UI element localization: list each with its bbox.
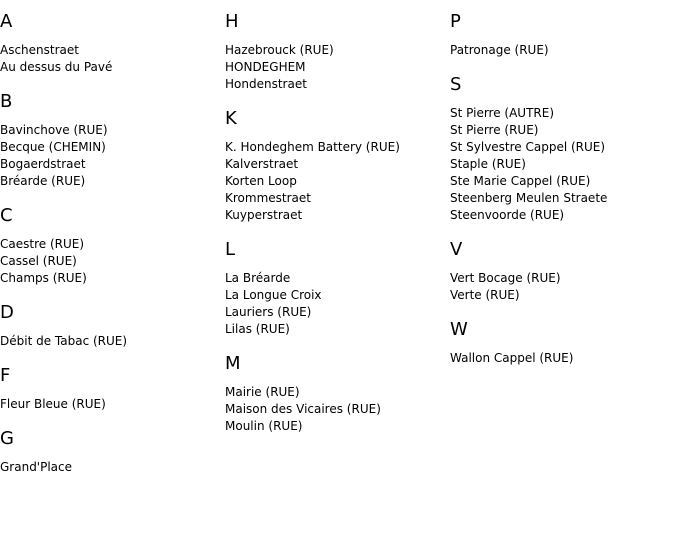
street-link[interactable]: Au dessus du Pavé <box>0 60 113 74</box>
letter-heading: W <box>450 319 468 340</box>
letter-heading: M <box>225 353 241 374</box>
street-link[interactable]: Caestre (RUE) <box>0 237 85 251</box>
letter-group <box>225 109 449 224</box>
street-link[interactable]: Kuyperstraet <box>225 208 303 222</box>
street-link[interactable]: Lilas (RUE) <box>225 322 290 336</box>
letter-group <box>450 320 674 367</box>
letter-heading: S <box>450 74 462 95</box>
street-link[interactable]: Verte (RUE) <box>450 288 520 302</box>
letter-heading: P <box>450 11 461 32</box>
letter-group <box>0 92 224 190</box>
street-link[interactable]: Aschenstraet <box>0 43 79 57</box>
street-link[interactable]: Krommestraet <box>225 191 311 205</box>
letter-group <box>225 12 449 93</box>
street-list <box>225 384 449 435</box>
street-link[interactable]: HONDEGHEM <box>225 60 306 74</box>
letter-group <box>0 206 224 287</box>
street-link[interactable]: Cassel (RUE) <box>0 254 77 268</box>
street-link[interactable]: St Sylvestre Cappel (RUE) <box>450 140 606 154</box>
letter-heading: C <box>0 205 13 226</box>
street-list <box>0 42 224 76</box>
street-link[interactable]: Bavinchove (RUE) <box>0 123 108 137</box>
letter-group <box>0 366 224 413</box>
letter-heading: L <box>225 239 236 260</box>
street-link[interactable]: Vert Bocage (RUE) <box>450 271 561 285</box>
letter-heading: V <box>450 239 463 260</box>
street-link[interactable]: Hazebrouck (RUE) <box>225 43 334 57</box>
letter-heading: A <box>0 11 13 32</box>
street-link[interactable]: Ste Marie Cappel (RUE) <box>450 174 591 188</box>
street-link[interactable]: Moulin (RUE) <box>225 419 303 433</box>
street-link[interactable]: K. Hondeghem Battery (RUE) <box>225 140 400 154</box>
street-list <box>225 42 449 93</box>
street-link[interactable]: Kalverstraet <box>225 157 299 171</box>
letter-heading: K <box>225 108 237 129</box>
street-link[interactable]: Maison des Vicaires (RUE) <box>225 402 381 416</box>
street-link[interactable]: La Bréarde <box>225 271 291 285</box>
street-link[interactable]: Mairie (RUE) <box>225 385 300 399</box>
street-link[interactable]: La Longue Croix <box>225 288 322 302</box>
index-column-3 <box>450 0 674 367</box>
street-list <box>0 236 224 287</box>
street-link[interactable]: Bréarde (RUE) <box>0 174 86 188</box>
street-link[interactable]: Lauriers (RUE) <box>225 305 312 319</box>
letter-group <box>450 12 674 59</box>
street-link[interactable]: Bogaerdstraet <box>0 157 86 171</box>
street-link[interactable]: St Pierre (AUTRE) <box>450 106 555 120</box>
street-list <box>225 270 449 338</box>
street-link[interactable]: Débit de Tabac (RUE) <box>0 334 128 348</box>
street-link[interactable]: St Pierre (RUE) <box>450 123 539 137</box>
street-list <box>450 270 674 304</box>
letter-group <box>450 240 674 304</box>
street-link[interactable]: Fleur Bleue (RUE) <box>0 397 106 411</box>
street-link[interactable]: Steenvoorde (RUE) <box>450 208 565 222</box>
letter-group <box>0 429 224 476</box>
street-link[interactable]: Grand'Place <box>0 460 73 474</box>
street-list <box>0 333 224 350</box>
street-link[interactable]: Staple (RUE) <box>450 157 526 171</box>
street-list <box>450 350 674 367</box>
street-link[interactable]: Becque (CHEMIN) <box>0 140 106 154</box>
letter-heading: B <box>0 91 13 112</box>
street-link[interactable]: Champs (RUE) <box>0 271 87 285</box>
letter-heading: D <box>0 302 14 323</box>
street-link[interactable]: Wallon Cappel (RUE) <box>450 351 574 365</box>
street-list <box>0 396 224 413</box>
street-list <box>0 459 224 476</box>
index-column-1 <box>0 0 224 476</box>
street-list <box>450 42 674 59</box>
street-link[interactable]: Patronage (RUE) <box>450 43 549 57</box>
street-list <box>0 122 224 190</box>
letter-group <box>225 240 449 338</box>
street-link[interactable]: Korten Loop <box>225 174 297 188</box>
letter-group <box>0 303 224 350</box>
letter-heading: F <box>0 365 11 386</box>
letter-heading: H <box>225 11 239 32</box>
street-list <box>450 105 674 224</box>
street-link[interactable]: Steenberg Meulen Straete <box>450 191 608 205</box>
letter-heading: G <box>0 428 14 449</box>
letter-group <box>450 75 674 224</box>
index-column-2 <box>225 0 449 435</box>
letter-group <box>0 12 224 76</box>
street-list <box>225 139 449 224</box>
street-link[interactable]: Hondenstraet <box>225 77 307 91</box>
letter-group <box>225 354 449 435</box>
